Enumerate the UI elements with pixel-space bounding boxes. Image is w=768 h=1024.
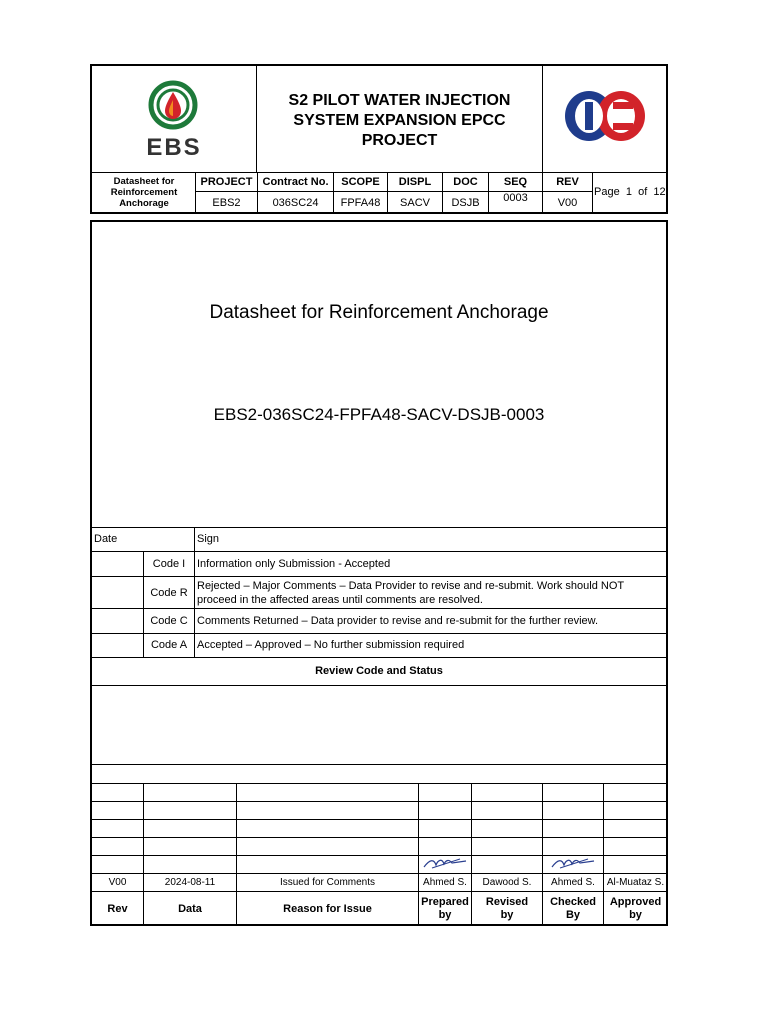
- main-block: [90, 220, 668, 926]
- revision-rev: V00: [92, 874, 144, 892]
- revision-spacer-row: [92, 764, 666, 783]
- doc-info-row: [92, 172, 666, 212]
- value-project: EBS2: [196, 192, 258, 214]
- revision-date: 2024-08-11: [144, 874, 237, 892]
- sign-label: Sign: [194, 528, 219, 552]
- review-date-row: [92, 527, 666, 551]
- document-number: EBS2-036SC24-FPFA48-SACV-DSJB-0003: [213, 405, 545, 424]
- ac-logo-icon: [563, 88, 647, 144]
- revision-reason: Issued for Comments: [237, 874, 419, 892]
- review-code-desc: Accepted – Approved – No further submission required: [194, 634, 464, 658]
- doc-title-short: Datasheet for Reinforcement Anchorage: [110, 176, 178, 209]
- review-code-desc: Rejected – Major Comments – Data Provider to revise and re-submit. Work should NOT proceed in the affected areas until comments are resolved.: [194, 577, 624, 609]
- company-logo: [92, 66, 256, 172]
- revision-header-row: [92, 892, 668, 926]
- revision-table: [91, 783, 668, 926]
- review-code-row: [92, 551, 666, 576]
- revision-prepared: Ahmed S.: [419, 874, 472, 892]
- revision-revised: Dawood S.: [472, 874, 543, 892]
- header-data: Data: [144, 892, 237, 926]
- header-revised: Revised by: [472, 892, 543, 926]
- document-title: Datasheet for Reinforcement Anchorage: [209, 302, 549, 323]
- revision-empty-row: [92, 784, 668, 802]
- header-scope: SCOPE: [334, 173, 388, 192]
- header-contract-no: Contract No.: [258, 173, 334, 192]
- ebs-logo-icon: [148, 80, 198, 130]
- signature-prepared-icon: [422, 856, 468, 870]
- header-doc: DOC: [443, 173, 489, 192]
- project-title: S2 PILOT WATER INJECTION SYSTEM EXPANSION EPCC PROJECT: [256, 66, 542, 172]
- header-checked: Checked By: [543, 892, 604, 926]
- review-heading: Review Code and Status: [92, 657, 666, 686]
- contractor-logo: [542, 66, 666, 172]
- signature-checked-icon: [550, 856, 596, 870]
- review-code-desc: Comments Returned – Data provider to revise and re-submit for the further review.: [194, 609, 598, 634]
- date-label: Date: [94, 533, 118, 545]
- value-rev: V00: [543, 192, 593, 214]
- doc-code-table: [195, 172, 593, 214]
- review-code-desc: Information only Submission - Accepted: [194, 552, 390, 577]
- value-doc: DSJB: [443, 192, 489, 214]
- value-seq: 0003: [489, 192, 543, 214]
- signature-row: [92, 856, 668, 874]
- review-code-row: [92, 608, 666, 633]
- review-code-row: [92, 633, 666, 657]
- revision-empty-row: [92, 802, 668, 820]
- page-number: Page 1 of 12: [594, 186, 666, 198]
- value-scope: FPFA48: [334, 192, 388, 214]
- revision-empty-row: [92, 820, 668, 838]
- header-reason: Reason for Issue: [237, 892, 419, 926]
- header-displ: DISPL: [388, 173, 443, 192]
- revision-row: [92, 874, 668, 892]
- review-code: Code I: [143, 552, 194, 577]
- revision-approved: Al-Muataz S.: [604, 874, 668, 892]
- company-logo-text: EBS: [146, 134, 202, 161]
- header-prepared: Prepared by: [419, 892, 472, 926]
- header-approved: Approved by: [604, 892, 668, 926]
- review-code-row: [92, 576, 666, 608]
- review-code: Code C: [143, 609, 194, 634]
- header-seq: SEQ: [489, 173, 543, 192]
- value-displ: SACV: [388, 192, 443, 214]
- review-code: Code R: [143, 577, 194, 609]
- header-block: [90, 64, 668, 214]
- revision-checked: Ahmed S.: [543, 874, 604, 892]
- header-rev: REV: [543, 173, 593, 192]
- header-project: PROJECT: [196, 173, 258, 192]
- header-rev: Rev: [92, 892, 144, 926]
- value-contract-no: 036SC24: [258, 192, 334, 214]
- revision-empty-row: [92, 838, 668, 856]
- review-code: Code A: [143, 634, 194, 658]
